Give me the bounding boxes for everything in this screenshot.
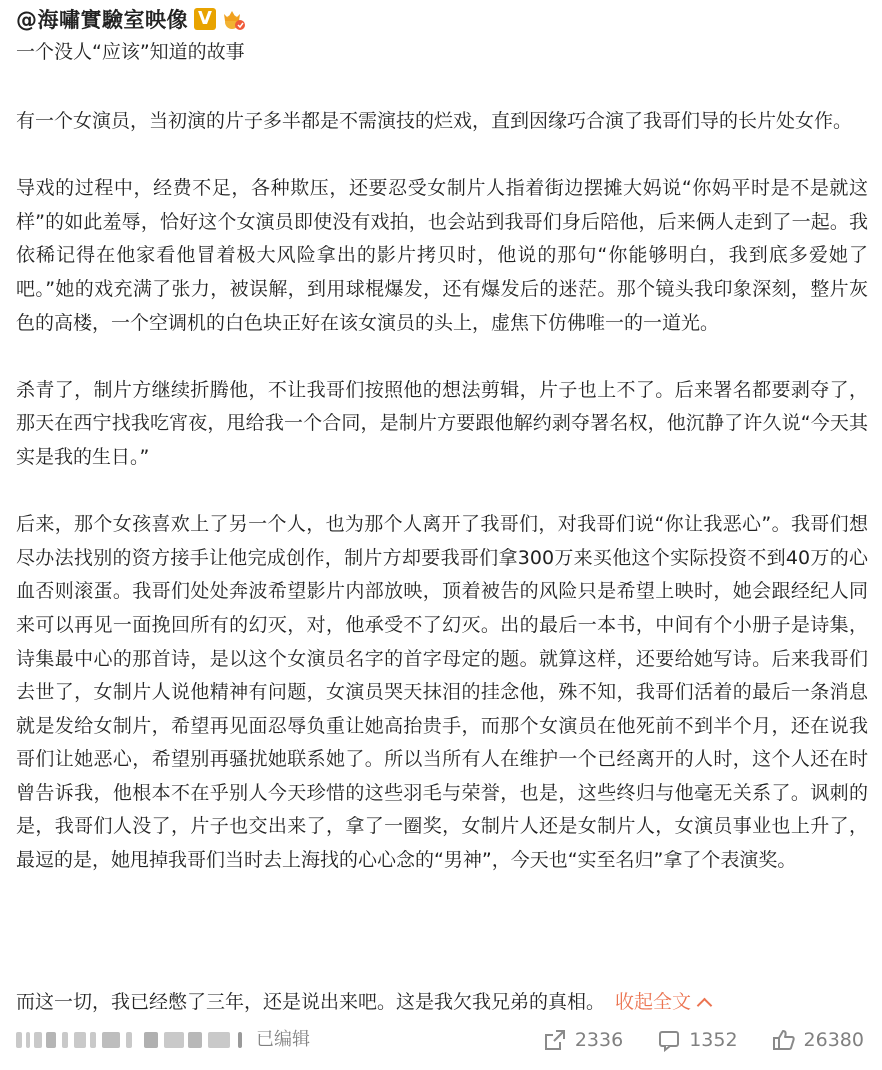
like-button[interactable]: [772, 1028, 864, 1052]
blurred-source-info: [16, 1028, 246, 1052]
author-name[interactable]: @海嘯實驗室映像: [16, 8, 188, 32]
collapse-full-text-link[interactable]: [615, 991, 710, 1013]
edited-label: 已编辑: [256, 1029, 310, 1050]
post-subtitle: 一个没人“应该”知道的故事: [16, 41, 245, 63]
post-footer: [0, 1020, 882, 1060]
member-crown-icon: [220, 8, 246, 30]
like-count: 26380: [803, 1029, 864, 1051]
post-body: [16, 105, 868, 878]
paragraph: 杀青了，制片方继续折腾他，不让我哥们按照他的想法剪辑，片子也上不了。后来署名都要剥夺了，那天在西宁找我吃宵夜，甩给我一个合同，是制片方要跟他解约剥夺署名权，他沉静了许久说“今天其实是我的生日。”: [16, 378, 868, 468]
repost-icon: [543, 1028, 567, 1052]
collapse-label: 收起全文: [615, 991, 692, 1013]
comment-icon: [657, 1028, 681, 1052]
repost-button[interactable]: [543, 1028, 623, 1052]
repost-count: 2336: [574, 1029, 624, 1051]
comment-button[interactable]: [657, 1028, 737, 1052]
post-header: [16, 2, 246, 36]
action-bar: [509, 1026, 864, 1054]
closing-line: [16, 986, 710, 1019]
chevron-up-icon: [697, 998, 713, 1014]
verified-badge-icon: V: [194, 8, 216, 30]
paragraph: 后来，那个女孩喜欢上了另一个人，也为那个人离开了我哥们，对我哥们说“你让我恶心”。我哥们想尽办法找别的资方接手让他完成创作，制片方却要我哥们拿300万来买他这个实际投资不到40万的心血否则滚蛋。我哥们处处奔波希望影片内部放映，顶着被告的风险只是希望上映时，她会跟经纪人同来可以再见一面挽回所有的幻灭，对，他承受不了幻灭。出的最后一本书，中间有个小册子是诗集，诗集最中心的那首诗，是以这个女演员名字的首字母定的题。就算这样，还要给她写诗。后来我哥们去世了，女制片人说他精神有问题，女演员哭天抹泪的挂念他，殊不知，我哥们活着的最后一条消息就是发给女制片，希望再见面忍辱负重让她高抬贵手，而那个女演员在他死前不到半个月，还在说我哥们让她恶心，希望别再骚扰她联系她了。所以当所有人在维护一个已经离开的人时，这个人还在时曾告诉我，他根本不在乎别人今天珍惜的这些羽毛与荣誉，也是，这些终归与他毫无关系了。讽刺的是，我哥们人没了，片子也交出来了，拿了一圈奖，女制片人还是女制片人，女演员事业也上升了，最逗的是，她甩掉我哥们当时去上海找的心心念的“男神”，今天也“实至名归”拿了个表演奖。: [16, 513, 868, 872]
paragraph: 有一个女演员，当初演的片子多半都是不需演技的烂戏，直到因缘巧合演了我哥们导的长片处女作。: [16, 110, 853, 132]
thumbs-up-icon: [772, 1028, 796, 1052]
comment-count: 1352: [689, 1029, 738, 1051]
closing-text: 而这一切，我已经憋了三年，还是说出来吧。这是我欠我兄弟的真相。: [16, 991, 606, 1013]
paragraph: 导戏的过程中，经费不足，各种欺压，还要忍受女制片人指着街边摆摊大妈说“你妈平时是不是就这样”的如此羞辱，恰好这个女演员即使没有戏拍，也会站到我哥们身后陪他，后来俩人走到了一起。我依稀记得在他家看他冒着极大风险拿出的影片拷贝时，他说的那句“你能够明白，我到底多爱她了吧。”她的戏充满了张力，被误解，到用球棍爆发，还有爆发后的迷茫。那个镜头我印象深刻，整片灰色的高楼，一个空调机的白色块正好在该女演员的头上，虚焦下仿佛唯一的一道光。: [16, 177, 868, 334]
